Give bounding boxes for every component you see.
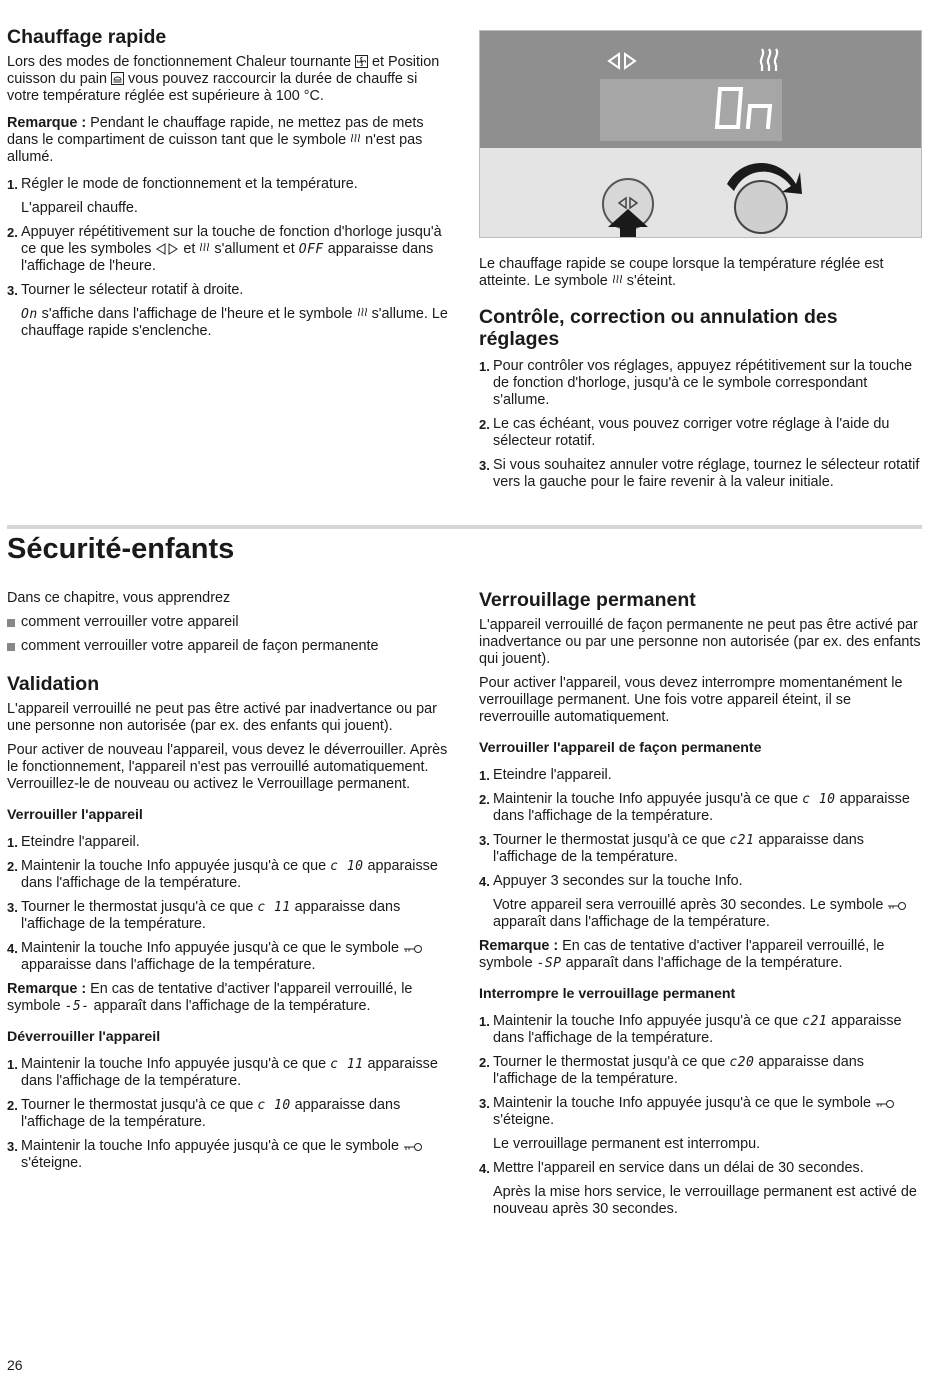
validation-title: Validation xyxy=(7,673,100,695)
child-lock-section xyxy=(7,533,450,1179)
list-item: 1. Pour contrôler vos réglages, appuyez répétitivement sur la touche de fonction d'horloge, jusqu'à ce le symbole correspondant s'allume. xyxy=(479,358,913,408)
list-item: 1. Eteindre l'appareil. xyxy=(479,767,612,783)
list-item: 3. Tourner le sélecteur rotatif à droite. On s'affiche dans l'affichage de l'heure et le symbole s'allume. Le chauffage rapide s'enclenche. xyxy=(7,282,448,339)
quick-heat-remark: Remarque : Pendant le chauffage rapide, ne mettez pas de mets dans le compartiment de cuisson tant que le symbole n'est pas allumé. xyxy=(7,115,424,165)
clock-function-icon xyxy=(609,54,635,68)
segment-display-text: c 10 xyxy=(330,859,364,874)
permanent-lock-steps xyxy=(479,767,922,931)
list-item: 1. Régler le mode de fonctionnement et la température. L'appareil chauffe. xyxy=(7,176,358,216)
list-item: 1. Maintenir la touche Info appuyée jusqu'à ce que c21 apparaisse dans l'affichage de la température. xyxy=(479,1013,902,1046)
segment-display-text: OFF xyxy=(298,242,324,257)
key-lock-icon xyxy=(887,901,907,911)
permanent-p1: L'appareil verrouillé de façon permanente ne peut pas être activé par inadvertance ou par une personne non autorisée (par ex. des enfants qui jouent). xyxy=(479,617,921,667)
clock-function-icon xyxy=(155,243,179,255)
section-divider xyxy=(7,525,922,529)
permanent-lock-section xyxy=(479,589,922,1225)
section-bullets xyxy=(7,614,450,655)
quick-heat-icon xyxy=(350,133,361,146)
rotary-selector xyxy=(735,181,787,233)
list-item: 4. Appuyer 3 secondes sur la touche Info. Votre appareil sera verrouillé après 30 secondes. Le symbole apparaît dans l'affichage de la température. xyxy=(479,873,922,931)
segment-display-text: c 11 xyxy=(330,1057,364,1072)
control-section xyxy=(479,256,922,498)
permanent-lock-title: Verrouiller l'appareil de façon permanente xyxy=(479,740,762,756)
segment-display-text: c 11 xyxy=(257,900,291,915)
quick-heat-icon xyxy=(761,49,777,71)
control-steps xyxy=(479,358,922,491)
list-item: 3. Tourner le thermostat jusqu'à ce que c21 apparaisse dans l'affichage de la température. xyxy=(479,832,864,865)
segment-display-text: c21 xyxy=(729,833,755,848)
stop-permanent-steps xyxy=(479,1013,922,1218)
list-item: comment verrouiller votre appareil xyxy=(7,614,450,631)
unlock-title: Déverrouiller l'appareil xyxy=(7,1029,161,1045)
list-item: 1. Maintenir la touche Info appuyée jusqu'à ce que c 11 apparaisse dans l'affichage de la température. xyxy=(7,1056,438,1089)
list-item: 3. Maintenir la touche Info appuyée jusqu'à ce que le symbole s'éteigne. Le verrouillage permanent est interrompu. xyxy=(479,1095,922,1153)
section-intro: Dans ce chapitre, vous apprendrez xyxy=(7,590,231,606)
permanent-p2: Pour activer l'appareil, vous devez interrompre momentanément le verrouillage permanent. Une fois votre appareil éteint, il se reverrouille automatiquement. xyxy=(479,675,903,725)
list-item: 2. Le cas échéant, vous pouvez corriger votre réglage à l'aide du sélecteur rotatif. xyxy=(479,416,890,449)
unlock-steps xyxy=(7,1056,450,1172)
list-item: 3. Maintenir la touche Info appuyée jusqu'à ce que le symbole s'éteigne. xyxy=(7,1138,450,1172)
lock-steps xyxy=(7,834,450,974)
key-lock-icon xyxy=(403,944,423,954)
list-item: 2. Tourner le thermostat jusqu'à ce que c 10 apparaisse dans l'affichage de la température. xyxy=(7,1097,401,1130)
list-item: 2. Maintenir la touche Info appuyée jusqu'à ce que c 10 apparaisse dans l'affichage de la température. xyxy=(479,791,910,824)
segment-display-text: -5- xyxy=(64,999,90,1014)
list-item: comment verrouiller votre appareil de façon permanente xyxy=(7,638,450,655)
list-item: 1. Eteindre l'appareil. xyxy=(7,834,140,850)
segment-display-text: c 10 xyxy=(802,792,836,807)
control-panel-illustration xyxy=(479,30,922,238)
stop-permanent-title: Interrompre le verrouillage permanent xyxy=(479,986,736,1002)
quick-heat-section xyxy=(7,26,450,347)
list-item: 4. Mettre l'appareil en service dans un délai de 30 secondes. Après la mise hors service, le verrouillage permanent est activé de nouveau après 30 secondes. xyxy=(479,1160,917,1217)
list-item: 3. Si vous souhaitez annuler votre réglage, tournez le sélecteur rotatif vers la gauche pour le faire revenir à la valeur initiale. xyxy=(479,457,920,490)
control-title: Contrôle, correction ou annulation des réglages xyxy=(479,306,838,350)
segment-display-text: On xyxy=(21,307,38,322)
list-item: 2. Appuyer répétitivement sur la touche de fonction d'horloge jusqu'à ce que les symboles et s'allument et OFF apparaisse dans l'affichage de l'heure. xyxy=(7,224,442,274)
quick-heat-intro: Lors des modes de fonctionnement Chaleur tournante et Position cuisson du pain vous pouvez raccourcir la durée de chauffe si votre température réglée est supérieure à 100 °C. xyxy=(7,54,440,104)
segment-display-text: -SP xyxy=(536,956,562,971)
lock-title: Verrouiller l'appareil xyxy=(7,807,143,823)
quick-heat-icon xyxy=(199,242,210,255)
panel-caption: Le chauffage rapide se coupe lorsque la température réglée est atteinte. Le symbole s'éteint. xyxy=(479,256,884,289)
page-number: 26 xyxy=(7,1357,23,1373)
quick-heat-icon xyxy=(357,307,368,320)
quick-heat-steps xyxy=(7,176,450,340)
page-title: Sécurité-enfants xyxy=(7,533,235,565)
validation-p2: Pour activer de nouveau l'appareil, vous devez le déverrouiller. Après le fonctionnement, l'appareil n'est pas verrouillé automatiquement. Verrouillez-le de nouveau ou activez le Verrouillage permanent. xyxy=(7,742,448,792)
validation-p1: L'appareil verrouillé ne peut pas être activé par inadvertance ou par une personne non autorisée (par ex. des enfants qui jouent). xyxy=(7,701,437,734)
panel-drawing xyxy=(480,31,922,238)
list-item: 4. Maintenir la touche Info appuyée jusqu'à ce que le symbole apparaisse dans l'affichage de la température. xyxy=(7,940,450,974)
permanent-remark: Remarque : En cas de tentative d'activer l'appareil verrouillé, le symbole -SP apparaît dans l'affichage de la température. xyxy=(479,938,885,971)
fan-heat-icon xyxy=(355,55,368,68)
quick-heat-title: Chauffage rapide xyxy=(7,26,167,48)
list-item: 3. Tourner le thermostat jusqu'à ce que c 11 apparaisse dans l'affichage de la température. xyxy=(7,899,401,932)
list-item: 2. Tourner le thermostat jusqu'à ce que c20 apparaisse dans l'affichage de la température. xyxy=(479,1054,864,1087)
key-lock-icon xyxy=(403,1142,423,1152)
list-item: 2. Maintenir la touche Info appuyée jusqu'à ce que c 10 apparaisse dans l'affichage de la température. xyxy=(7,858,438,891)
quick-heat-icon xyxy=(612,274,623,287)
key-lock-icon xyxy=(875,1099,895,1109)
permanent-title: Verrouillage permanent xyxy=(479,589,696,611)
bread-position-icon xyxy=(111,72,124,85)
lock-remark: Remarque : En cas de tentative d'activer l'appareil verrouillé, le symbole -5- apparaît dans l'affichage de la température. xyxy=(7,981,413,1014)
segment-display-text: c 10 xyxy=(257,1098,291,1113)
segment-display-text: c21 xyxy=(802,1014,828,1029)
segment-display-text: c20 xyxy=(729,1055,755,1070)
time-display xyxy=(600,79,782,141)
